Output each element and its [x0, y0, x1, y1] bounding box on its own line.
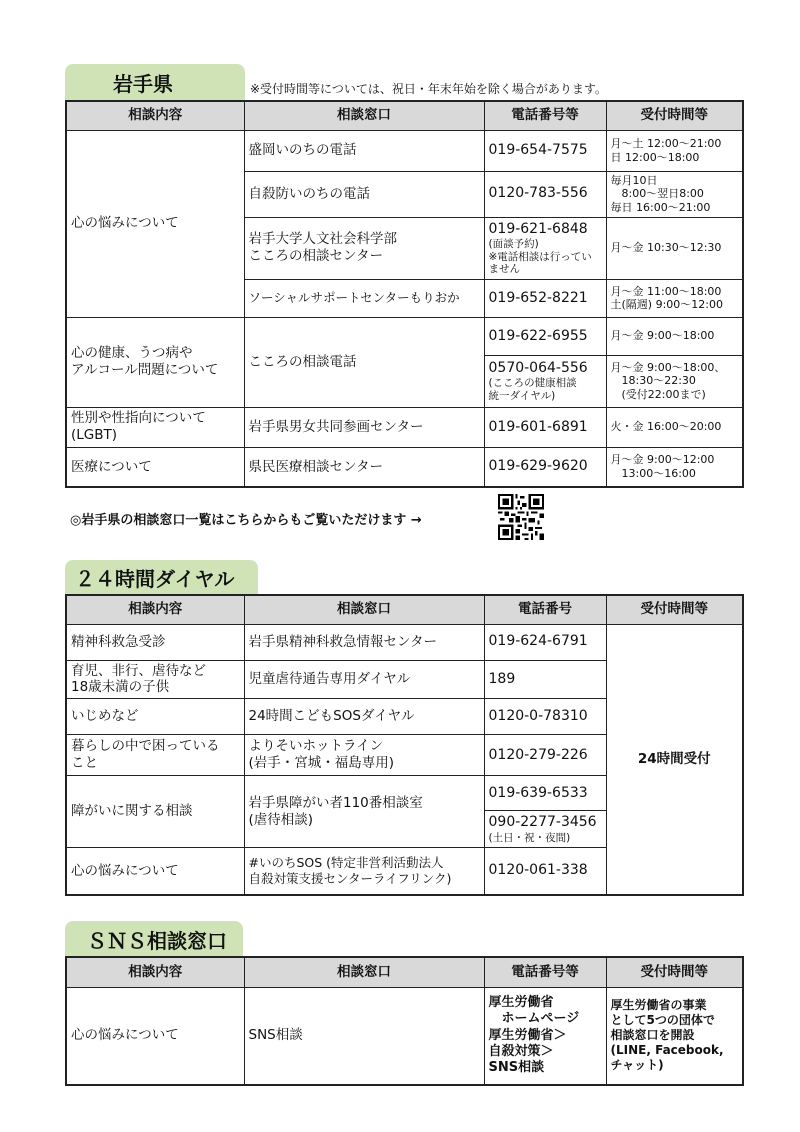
phone-cell	[484, 811, 606, 848]
consult-content: 精神科救急受診	[66, 624, 244, 660]
col-header: 相談窓口	[244, 957, 484, 987]
col-header: 受付時間等	[606, 595, 743, 624]
section-tab-iwate	[65, 64, 245, 100]
consult-window: よりそいホットライン (岩手・宮城・福島専用)	[244, 735, 484, 776]
hours: 月～金 10:30～12:30	[606, 217, 743, 279]
col-header: 相談内容	[66, 957, 244, 987]
col-header: 相談内容	[66, 595, 244, 624]
table-row	[66, 447, 743, 487]
consult-content: 心の悩みについて	[66, 130, 244, 317]
qr-caption: ◎岩手県の相談窓口一覧はこちらからもご覧いただけます →	[70, 513, 422, 528]
hours: 月～金 11:00～18:00 土(隔週) 9:00～12:00	[606, 279, 743, 317]
phone-number[interactable]: 019-652-8221	[484, 279, 606, 317]
phone-cell	[484, 217, 606, 279]
hours: 月～金 9:00～12:00 13:00～16:00	[606, 447, 743, 487]
col-header: 相談内容	[66, 101, 244, 130]
phone-number[interactable]: 0120-0-78310	[484, 699, 606, 735]
consult-window: こころの相談電話	[244, 317, 484, 407]
phone-number[interactable]: 0120-061-338	[484, 848, 606, 895]
phone-number[interactable]: 019-654-7575	[484, 130, 606, 171]
consult-window: 岩手県障がい者110番相談室 (虐待相談)	[244, 776, 484, 848]
col-header: 受付時間等	[606, 957, 743, 987]
phone-cell	[484, 355, 606, 407]
col-header: 相談窓口	[244, 595, 484, 624]
consult-content: 育児、非行、虐待など 18歳未満の子供	[66, 660, 244, 699]
phone-note: (土日・祝・夜間)	[488, 831, 571, 844]
consult-content: 心の悩みについて	[66, 848, 244, 895]
consult-content: いじめなど	[66, 699, 244, 735]
phone-number[interactable]: 0570-064-556	[488, 359, 588, 376]
sns-link[interactable]: 厚生労働省 ホームページ 厚生労働省＞ 自殺対策＞ SNS相談	[484, 987, 606, 1085]
col-header: 相談窓口	[244, 101, 484, 130]
section-title: ＳＮＳ相談窓口	[87, 928, 227, 953]
consult-window: 岩手大学人文社会科学部 こころの相談センター	[244, 217, 484, 279]
section-title: 岩手県	[113, 71, 173, 96]
hours-note: ※受付時間等については、祝日・年末年始を除く場合があります。	[250, 82, 607, 96]
consult-window: #いのちSOS (特定非営利活動法人 自殺対策支援センターライフリンク)	[244, 848, 484, 895]
consult-content: 心の健康、うつ病や アルコール問題について	[66, 317, 244, 407]
hours: 月～金 9:00～18:00、 18:30～22:30 (受付22:00まで)	[606, 355, 743, 407]
phone-number[interactable]: 019-639-6533	[484, 776, 606, 811]
consult-window: 盛岡いのちの電話	[244, 130, 484, 171]
consult-window: 自殺防いのちの電話	[244, 171, 484, 217]
iwate-table	[65, 100, 744, 488]
consult-content: 医療について	[66, 447, 244, 487]
hours: 毎月10日 8:00～翌日8:00 毎日 16:00～21:00	[606, 171, 743, 217]
col-header: 受付時間等	[606, 101, 743, 130]
section-tab-24h	[65, 560, 258, 595]
hours: 月～土 12:00～21:00 日 12:00～18:00	[606, 130, 743, 171]
phone-number[interactable]: 090-2277-3456	[488, 814, 597, 831]
dial24-table	[65, 594, 744, 896]
consult-window: 県民医療相談センター	[244, 447, 484, 487]
consult-window: 岩手県精神科救急情報センター	[244, 624, 484, 660]
phone-note: (面談予約) ※電話相談は行っていません	[488, 238, 592, 276]
consult-window: ソーシャルサポートセンターもりおか	[244, 279, 484, 317]
col-header: 電話番号等	[484, 101, 606, 130]
table-row	[66, 130, 743, 171]
phone-number[interactable]: 019-622-6955	[484, 317, 606, 355]
hours: 火・金 16:00～20:00	[606, 407, 743, 447]
phone-number[interactable]: 019-624-6791	[484, 624, 606, 660]
hours: 月～金 9:00～18:00	[606, 317, 743, 355]
table-row	[66, 317, 743, 355]
consult-window: 岩手県男女共同参画センター	[244, 407, 484, 447]
col-header: 電話番号	[484, 595, 606, 624]
consult-content: 暮らしの中で困っている こと	[66, 735, 244, 776]
hours-24h: 24時間受付	[606, 624, 743, 895]
phone-number[interactable]: 019-601-6891	[484, 407, 606, 447]
hours: 厚生労働省の事業 として5つの団体で 相談窓口を開設 (LINE, Facebook, チャット)	[606, 987, 743, 1085]
phone-number[interactable]: 019-629-9620	[484, 447, 606, 487]
consult-window: 児童虐待通告専用ダイヤル	[244, 660, 484, 699]
phone-note: (こころの健康相談 統一ダイヤル)	[488, 377, 577, 402]
consult-content: 性別や性指向について (LGBT)	[66, 407, 244, 447]
table-row	[66, 624, 743, 660]
sns-table	[65, 956, 744, 1086]
col-header: 電話番号等	[484, 957, 606, 987]
phone-number[interactable]: 019-621-6848	[488, 220, 588, 237]
consult-content: 心の悩みについて	[66, 987, 244, 1085]
table-row	[66, 987, 743, 1085]
phone-number[interactable]: 189	[484, 660, 606, 699]
qr-code-icon[interactable]	[498, 494, 544, 540]
phone-number[interactable]: 0120-783-556	[484, 171, 606, 217]
consult-window: 24時間こどもSOSダイヤル	[244, 699, 484, 735]
section-title: ２４時間ダイヤル	[75, 567, 235, 591]
section-tab-sns	[65, 921, 243, 957]
table-row	[66, 407, 743, 447]
consult-window: SNS相談	[244, 987, 484, 1085]
consult-content: 障がいに関する相談	[66, 776, 244, 848]
phone-number[interactable]: 0120-279-226	[484, 735, 606, 776]
